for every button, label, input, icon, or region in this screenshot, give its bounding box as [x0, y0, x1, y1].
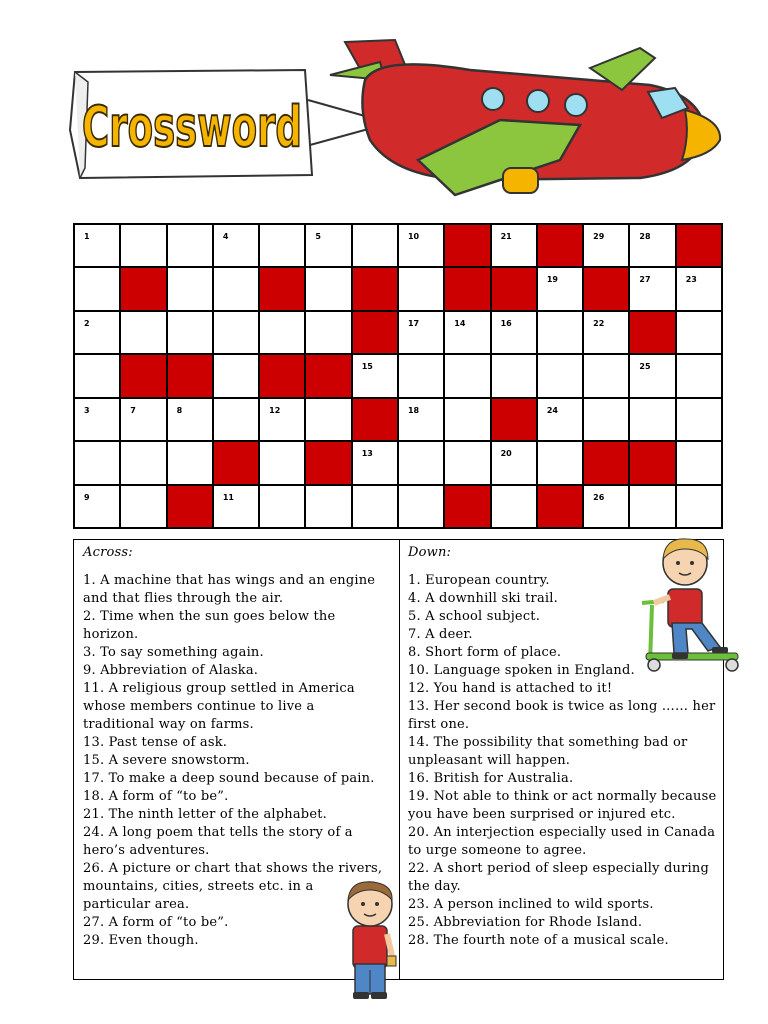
grid-cell[interactable] [677, 399, 721, 440]
down-clue: 5. A school subject. [408, 609, 541, 624]
grid-block-cell [214, 442, 258, 483]
clue-number: 21 [500, 232, 512, 241]
grid-cell[interactable] [306, 268, 350, 309]
crossword-grid [73, 223, 723, 529]
grid-block-cell [492, 268, 536, 309]
down-clue: 20. An interjection especially used in Canada to urge someone to agree. [408, 825, 716, 858]
grid-cell[interactable] [399, 225, 443, 266]
header-illustration [0, 0, 768, 215]
grid-cell[interactable] [168, 225, 212, 266]
down-clue: 12. You hand is attached to it! [408, 681, 613, 696]
grid-cell[interactable] [353, 442, 397, 483]
grid-block-cell [677, 225, 721, 266]
across-clue: 17. To make a deep sound because of pain. [83, 771, 375, 786]
grid-cell[interactable] [399, 399, 443, 440]
grid-cell[interactable] [214, 225, 258, 266]
grid-cell[interactable] [168, 312, 212, 353]
grid-block-cell [353, 312, 397, 353]
down-clue: 10. Language spoken in England. [408, 663, 635, 678]
grid-cell[interactable] [584, 225, 628, 266]
grid-cell[interactable] [399, 442, 443, 483]
grid-cell[interactable] [399, 355, 443, 396]
grid-block-cell [584, 268, 628, 309]
grid-cell[interactable] [168, 399, 212, 440]
grid-cell[interactable] [75, 225, 119, 266]
grid-cell[interactable] [121, 486, 165, 527]
grid-block-cell [492, 399, 536, 440]
grid-cell[interactable] [538, 355, 582, 396]
grid-cell[interactable] [168, 442, 212, 483]
grid-cell[interactable] [677, 268, 721, 309]
down-clue: 7. A deer. [408, 627, 473, 642]
grid-cell[interactable] [353, 486, 397, 527]
across-clue: 18. A form of “to be”. [83, 789, 229, 804]
grid-cell[interactable] [75, 399, 119, 440]
grid-cell[interactable] [306, 312, 350, 353]
across-heading: Across: [83, 545, 133, 560]
clue-number: 13 [361, 449, 373, 459]
grid-block-cell [260, 355, 304, 396]
grid-cell[interactable] [630, 268, 674, 309]
grid-cell[interactable] [492, 355, 536, 396]
grid-cell[interactable] [630, 399, 674, 440]
clue-number: 29 [593, 232, 605, 241]
clue-number: 27 [639, 275, 651, 285]
grid-cell[interactable] [260, 442, 304, 483]
clue-number: 19 [546, 275, 558, 285]
clue-number: 17 [407, 318, 420, 328]
across-clue: 27. A form of “to be”. [83, 915, 229, 930]
down-clue: 1. European country. [408, 573, 550, 588]
grid-cell[interactable] [75, 268, 119, 309]
clue-number: 23 [685, 275, 697, 285]
grid-cell[interactable] [75, 312, 119, 353]
boy-standing-illustration [335, 878, 405, 1003]
clue-number: 8 [176, 405, 183, 415]
grid-cell[interactable] [538, 399, 582, 440]
grid-cell[interactable] [538, 268, 582, 309]
grid-cell[interactable] [445, 355, 489, 396]
grid-cell[interactable] [445, 399, 489, 440]
grid-cell[interactable] [630, 355, 674, 396]
clue-number: 20 [500, 449, 512, 459]
grid-block-cell [445, 486, 489, 527]
clue-number: 28 [639, 232, 651, 241]
across-clue: 24. A long poem that tells the story of a hero’s adventures. [83, 825, 353, 858]
down-clue: 23. A person inclined to wild sports. [408, 897, 654, 912]
grid-cell[interactable] [121, 312, 165, 353]
grid-block-cell [260, 268, 304, 309]
down-clue: 28. The fourth note of a musical scale. [408, 933, 669, 948]
grid-cell[interactable] [121, 399, 165, 440]
page-title: Crossword [82, 95, 302, 160]
across-clue: 15. A severe snowstorm. [83, 753, 250, 768]
boy-scooter-illustration [632, 525, 742, 675]
grid-cell[interactable] [584, 399, 628, 440]
grid-cell[interactable] [630, 486, 674, 527]
grid-cell[interactable] [214, 312, 258, 353]
down-clue: 8. Short form of place. [408, 645, 562, 660]
grid-cell[interactable] [445, 312, 489, 353]
grid-cell[interactable] [121, 225, 165, 266]
grid-cell[interactable] [538, 442, 582, 483]
grid-cell[interactable] [492, 225, 536, 266]
grid-block-cell [121, 268, 165, 309]
clue-number: 7 [130, 405, 136, 415]
grid-cell[interactable] [214, 399, 258, 440]
grid-block-cell [353, 268, 397, 309]
clue-number: 11 [222, 492, 234, 502]
grid-cell[interactable] [677, 312, 721, 353]
grid-cell[interactable] [677, 355, 721, 396]
clue-number: 1 [84, 232, 90, 241]
clue-number: 15 [361, 362, 373, 372]
across-clue: 3. To say something again. [83, 645, 264, 660]
clue-number: 22 [593, 318, 605, 328]
grid-block-cell [445, 225, 489, 266]
grid-block-cell [306, 355, 350, 396]
grid-block-cell [538, 225, 582, 266]
grid-block-cell [353, 399, 397, 440]
clue-number: 12 [269, 405, 281, 415]
across-clue: 13. Past tense of ask. [83, 735, 228, 750]
across-clue: 9. Abbreviation of Alaska. [83, 663, 259, 678]
grid-block-cell [630, 312, 674, 353]
grid-cell[interactable] [214, 268, 258, 309]
grid-cell[interactable] [260, 225, 304, 266]
grid-block-cell [168, 355, 212, 396]
grid-cell[interactable] [492, 442, 536, 483]
grid-cell[interactable] [260, 312, 304, 353]
airplane-illustration [330, 40, 720, 195]
clue-number: 18 [407, 405, 420, 415]
grid-cell[interactable] [584, 312, 628, 353]
clue-number: 4 [222, 232, 229, 241]
grid-cell[interactable] [492, 486, 536, 527]
grid-cell[interactable] [306, 486, 350, 527]
clue-number: 14 [454, 318, 466, 328]
clue-number: 10 [407, 232, 420, 241]
grid-cell[interactable] [260, 486, 304, 527]
down-clue: 25. Abbreviation for Rhode Island. [408, 915, 643, 930]
clue-number: 26 [593, 492, 605, 502]
grid-cell[interactable] [214, 486, 258, 527]
grid-cell[interactable] [630, 225, 674, 266]
grid-cell[interactable] [353, 225, 397, 266]
down-clue: 14. The possibility that something bad or unpleasant will happen. [408, 735, 688, 768]
grid-cell[interactable] [584, 355, 628, 396]
grid-cell[interactable] [399, 312, 443, 353]
down-heading: Down: [408, 545, 452, 560]
clue-number: 3 [84, 405, 90, 415]
across-clue: 11. A religious group settled in America whose members continue to live a traditional way on farms. [83, 681, 355, 732]
across-clue: 29. Even though. [83, 933, 199, 948]
clue-number: 16 [500, 318, 512, 328]
grid-cell[interactable] [75, 486, 119, 527]
down-clue: 13. Her second book is twice as long …… her first one. [408, 699, 716, 732]
down-clue: 22. A short period of sleep especially during the day. [408, 861, 709, 894]
down-clue: 4. A downhill ski trail. [408, 591, 558, 606]
across-clue: 26. A picture or chart that shows the rivers, mountains, cities, streets etc. in a particular area. [83, 861, 383, 912]
grid-cell[interactable] [399, 268, 443, 309]
grid-cell[interactable] [677, 486, 721, 527]
across-clue: 21. The ninth letter of the alphabet. [83, 807, 327, 822]
grid-block-cell [121, 355, 165, 396]
grid-block-cell [630, 442, 674, 483]
grid-block-cell [168, 486, 212, 527]
grid-cell[interactable] [492, 312, 536, 353]
clue-number: 5 [315, 232, 321, 241]
grid-block-cell [445, 268, 489, 309]
grid-cell[interactable] [121, 442, 165, 483]
clue-number: 9 [84, 492, 90, 502]
grid-cell[interactable] [445, 442, 489, 483]
clue-number: 24 [546, 405, 558, 415]
grid-cell[interactable] [75, 355, 119, 396]
grid-cell[interactable] [306, 225, 350, 266]
grid-cell[interactable] [214, 355, 258, 396]
grid-cell[interactable] [353, 355, 397, 396]
grid-cell[interactable] [168, 268, 212, 309]
grid-cell[interactable] [75, 442, 119, 483]
grid-cell[interactable] [677, 442, 721, 483]
grid-cell[interactable] [399, 486, 443, 527]
grid-cell[interactable] [306, 399, 350, 440]
down-clue: 16. British for Australia. [408, 771, 574, 786]
grid-block-cell [306, 442, 350, 483]
across-clue: 2. Time when the sun goes below the horizon. [83, 609, 336, 642]
grid-cell[interactable] [260, 399, 304, 440]
clue-number: 25 [639, 362, 651, 372]
grid-block-cell [538, 486, 582, 527]
across-clue: 1. A machine that has wings and an engine and that flies through the air. [83, 573, 376, 606]
clue-number: 2 [84, 318, 90, 328]
grid-cell[interactable] [538, 312, 582, 353]
down-clue: 19. Not able to think or act normally because you have been surprised or injured etc. [408, 789, 717, 822]
grid-cell[interactable] [584, 486, 628, 527]
grid-block-cell [584, 442, 628, 483]
